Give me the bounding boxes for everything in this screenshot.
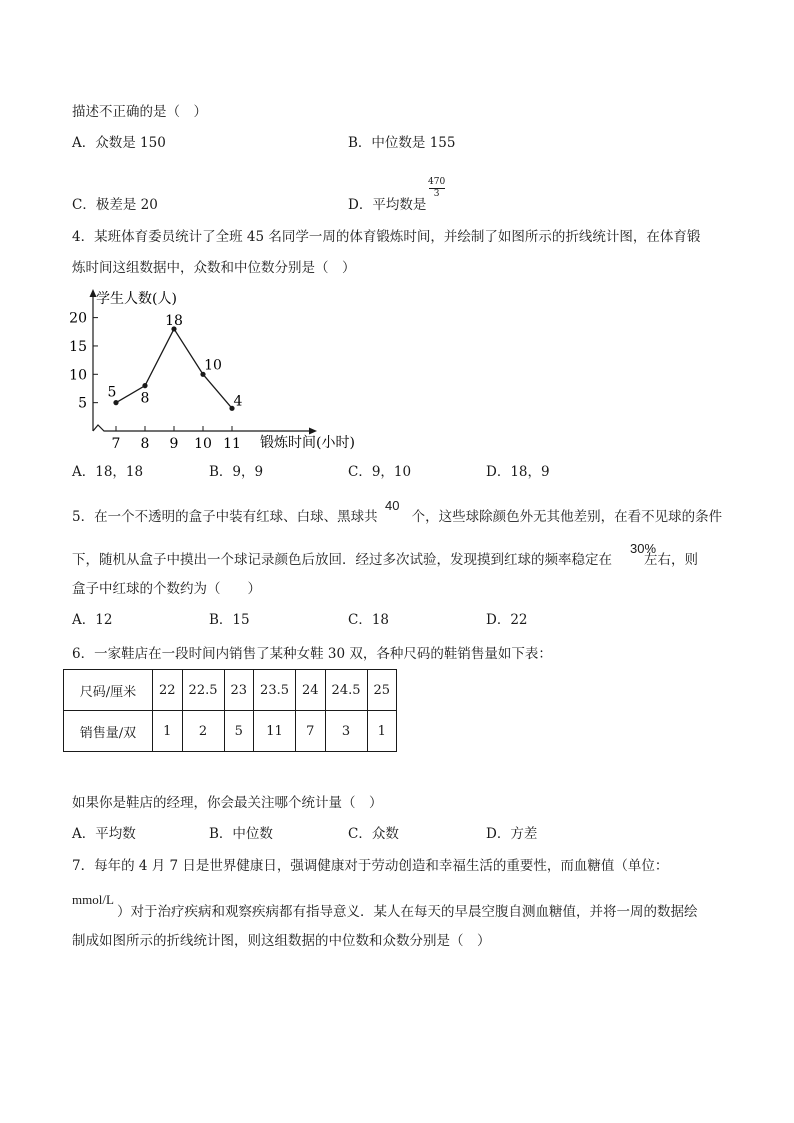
- q7-stem-line1: 7．每年的 4 月 7 日是世界健康日，强调健康对于劳动创造和幸福生活的重要性，而血糖值（单位：: [72, 858, 669, 874]
- data-point: [142, 383, 147, 388]
- q5-line1-a: 5．在一个不透明的盒子中装有红球、白球、黑球共: [72, 509, 378, 525]
- x-axis-label: 锻炼时间(小时): [260, 435, 355, 451]
- q7-unit: mmol/L: [72, 892, 114, 907]
- q6-option-a: A．平均数: [72, 826, 136, 842]
- data-point: [113, 400, 118, 405]
- q4-option-d: D．18，9: [486, 464, 550, 480]
- q5-line2-b: 左右，则: [644, 552, 698, 568]
- q6-question: 如果你是鞋店的经理，你会最关注哪个统计量（ ）: [72, 795, 383, 811]
- q5-line1-b: 个，这些球除颜色外无其他差别，在看不见球的条件: [411, 509, 723, 525]
- q5-count-40: 40: [385, 498, 400, 513]
- table-cell: 1: [153, 711, 183, 752]
- x-axis-arrow: [309, 428, 317, 435]
- table-cell: 24: [296, 670, 326, 711]
- q4-stem-line2: 炼时间这组数据中，众数和中位数分别是（ ）: [72, 260, 356, 276]
- q3-option-d: D．平均数是: [348, 197, 427, 213]
- q5-line2-a: 下，随机从盒子中摸出一个球记录颜色后放回．经过多次试验，发现摸到红球的频率稳定在: [72, 552, 612, 568]
- x-axis: [93, 425, 310, 431]
- q5-option-c: C．18: [348, 612, 390, 628]
- q3-stem: 描述不正确的是（ ）: [72, 104, 207, 120]
- table-cell: 23: [224, 670, 254, 711]
- table-cell: 3: [325, 711, 367, 752]
- table-cell: 23.5: [254, 670, 296, 711]
- data-label: 8: [140, 390, 150, 407]
- y-tick-label: 15: [69, 338, 87, 355]
- data-label: 10: [204, 357, 222, 374]
- line-chart: [60, 285, 400, 455]
- fraction-denominator: 3: [433, 189, 440, 199]
- table-cell: 22: [153, 670, 183, 711]
- x-tick-label: 10: [194, 436, 212, 452]
- shoe-sales-table: [63, 669, 397, 752]
- q5-stem-line2: [72, 551, 698, 569]
- table-cell: 22.5: [182, 670, 224, 711]
- q5-option-a: A．12: [72, 612, 113, 628]
- q7-stem-line2: ）对于治疗疾病和观察疾病都有指导意义．某人在每天的早晨空腹自测血糖值，并将一周的数据绘: [117, 904, 698, 920]
- q6-option-b: B．中位数: [209, 826, 273, 842]
- q4-option-c: C．9，10: [348, 464, 412, 480]
- x-tick-label: 8: [140, 436, 150, 452]
- q5-option-b: B．15: [209, 612, 250, 628]
- table-cell: 11: [254, 711, 296, 752]
- data-label: 4: [233, 393, 243, 410]
- q6-stem: 6．一家鞋店在一段时间内销售了某种女鞋 30 双，各种尺码的鞋销售量如下表：: [72, 646, 552, 662]
- data-label: 18: [165, 312, 183, 329]
- table-cell: 2: [182, 711, 224, 752]
- q3-option-b: B．中位数是 155: [348, 135, 456, 151]
- table-cell: 5: [224, 711, 254, 752]
- x-tick-label: 9: [169, 436, 179, 452]
- q4-stem-line1: 4．某班体育委员统计了全班 45 名同学一周的体育锻炼时间，并绘制了如图所示的折线统计图，在体育锻: [72, 229, 701, 245]
- table-cell: 24.5: [325, 670, 367, 711]
- y-tick-label: 20: [69, 310, 87, 327]
- q5-percent-30: 30%: [630, 541, 657, 556]
- q6-option-d: D．方差: [486, 826, 538, 842]
- table-cell: 销售量/双: [64, 711, 153, 752]
- table-cell: 尺码/厘米: [64, 670, 153, 711]
- q4-option-a: A．18，18: [72, 464, 144, 480]
- table-cell: 1: [367, 711, 397, 752]
- y-tick-label: 5: [78, 395, 87, 412]
- x-tick-label: 11: [223, 436, 241, 452]
- q5-option-d: D．22: [486, 612, 528, 628]
- y-tick-label: 10: [69, 367, 87, 384]
- q6-option-c: C．众数: [348, 826, 399, 842]
- q3-option-c: C．极差是 20: [72, 197, 158, 213]
- table-cell: 7: [296, 711, 326, 752]
- x-tick-label: 7: [111, 436, 121, 452]
- fraction-numerator: 470: [428, 177, 446, 187]
- table-row-size: [64, 670, 397, 711]
- data-label: 5: [107, 384, 117, 401]
- table-cell: 25: [367, 670, 397, 711]
- q3-fraction: [428, 177, 445, 199]
- y-axis-label: 学生人数(人): [96, 291, 177, 307]
- q5-stem-line3: 盒子中红球的个数约为（ ）: [72, 581, 261, 597]
- table-row-sales: [64, 711, 397, 752]
- q3-option-a: A．众数是 150: [72, 135, 166, 151]
- q4-option-b: B．9，9: [209, 464, 264, 480]
- q7-stem-line3: 制成如图所示的折线统计图，则这组数据的中位数和众数分别是（ ）: [72, 933, 491, 949]
